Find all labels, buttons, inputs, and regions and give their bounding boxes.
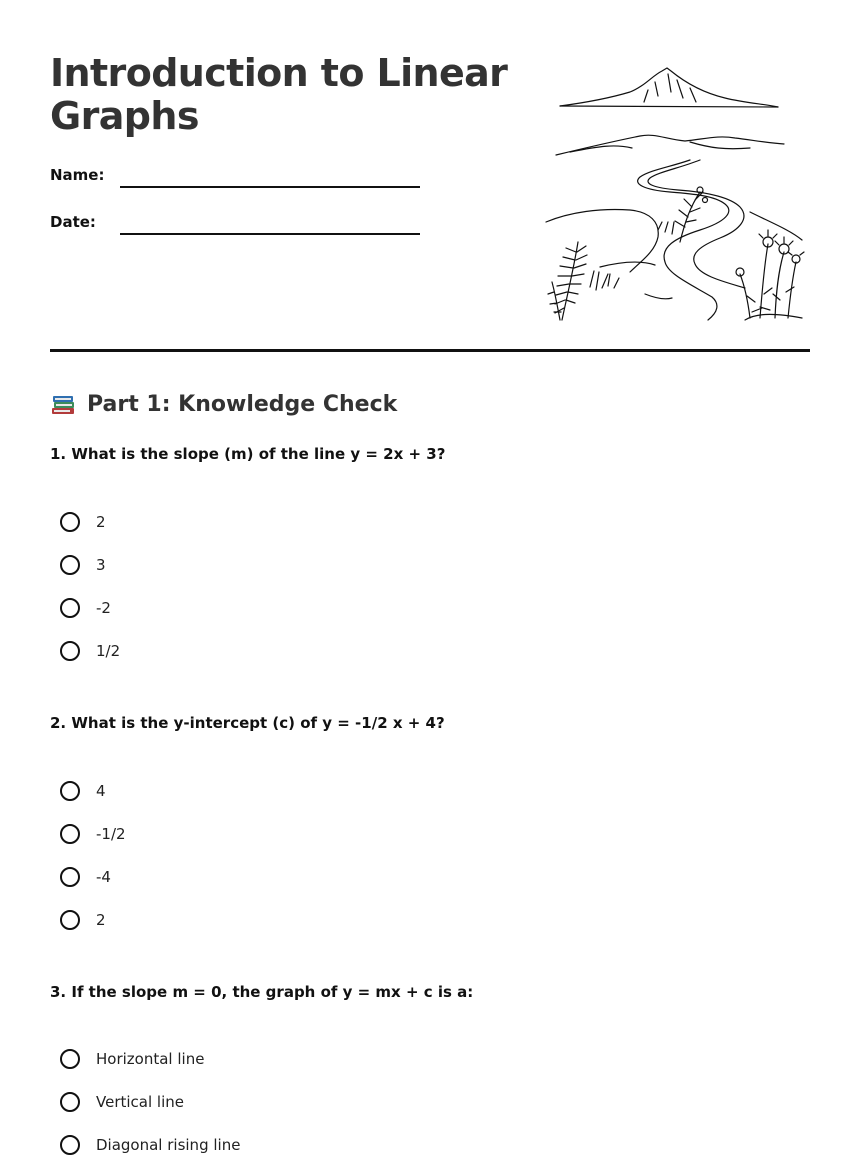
name-input-line[interactable] [120, 186, 420, 188]
option-label: 2 [96, 513, 106, 531]
name-label: Name: [50, 166, 105, 184]
option-label: Horizontal line [96, 1050, 205, 1068]
date-field[interactable] [50, 213, 420, 243]
question-3-text: 3. If the slope m = 0, the graph of y = mx + c is a: [50, 983, 474, 1001]
section-divider [50, 349, 810, 352]
question-1-option-3[interactable] [60, 595, 111, 621]
section-title: Part 1: Knowledge Check [87, 391, 398, 417]
radio-button[interactable] [60, 1049, 80, 1069]
question-3-option-1[interactable] [60, 1046, 204, 1072]
date-input-line[interactable] [120, 233, 420, 235]
option-label: Vertical line [96, 1093, 184, 1111]
radio-button[interactable] [60, 781, 80, 801]
radio-button[interactable] [60, 824, 80, 844]
question-1-option-4[interactable] [60, 638, 120, 664]
question-2-option-3[interactable] [60, 864, 111, 890]
option-label: -1/2 [96, 825, 126, 843]
question-1-option-2[interactable] [60, 552, 106, 578]
landscape-illustration [540, 62, 810, 324]
radio-button[interactable] [60, 641, 80, 661]
option-label: 1/2 [96, 642, 121, 660]
radio-button[interactable] [60, 598, 80, 618]
question-2-text: 2. What is the y-intercept (c) of y = -1/2 x + 4? [50, 714, 445, 732]
question-3-option-3[interactable] [60, 1132, 240, 1158]
radio-button[interactable] [60, 512, 80, 532]
name-field[interactable] [50, 166, 420, 196]
radio-button[interactable] [60, 867, 80, 887]
question-2-option-1[interactable] [60, 778, 106, 804]
radio-button[interactable] [60, 1092, 80, 1112]
radio-button[interactable] [60, 910, 80, 930]
question-2-option-4[interactable] [60, 907, 106, 933]
option-label: -2 [96, 599, 111, 617]
option-label: 2 [96, 911, 106, 929]
question-1-option-1[interactable] [60, 509, 106, 535]
option-label: Diagonal rising line [96, 1136, 241, 1154]
books-icon [50, 390, 78, 418]
question-2-option-2[interactable] [60, 821, 126, 847]
date-label: Date: [50, 213, 96, 231]
radio-button[interactable] [60, 1135, 80, 1155]
option-label: -4 [96, 868, 111, 886]
question-3-option-2[interactable] [60, 1089, 184, 1115]
question-1-text: 1. What is the slope (m) of the line y = 2x + 3? [50, 445, 446, 463]
page-title: Introduction to Linear Graphs [50, 51, 508, 138]
section-heading [50, 388, 397, 420]
radio-button[interactable] [60, 555, 80, 575]
option-label: 3 [96, 556, 106, 574]
option-label: 4 [96, 782, 106, 800]
